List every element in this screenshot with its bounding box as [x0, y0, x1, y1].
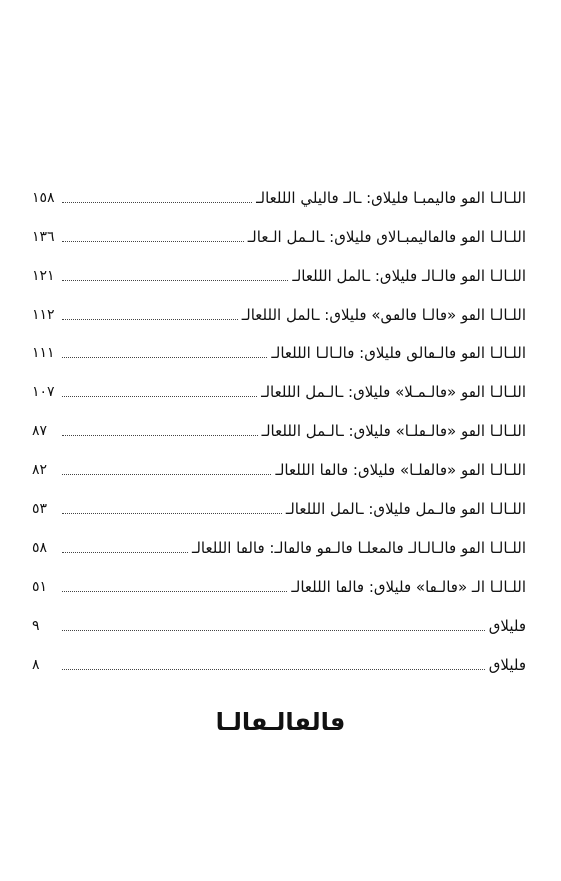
toc-dot-leader: [62, 590, 287, 592]
toc-dot-leader: [62, 551, 188, 553]
toc-entry-7[interactable]: [32, 401, 528, 440]
toc-dot-leader: [62, 318, 238, 320]
toc-dot-leader: [62, 629, 485, 631]
toc-page-number: ١٣٦: [32, 228, 55, 245]
toc-dot-leader: [62, 668, 485, 670]
toc-entry-title: اللـالـا الٯو ٯالٯاليمبـالاٯ ٯليلاٯ: ـالـمل الـعالـ: [247, 227, 526, 246]
toc-page-number: ٨٧: [32, 423, 48, 440]
toc-page-number: ٥١: [32, 578, 48, 595]
toc-page-number: ٩: [32, 617, 40, 634]
toc-page-number: ١٥٨: [32, 189, 55, 206]
toc-entry-title: اللـالـا الٯو «ٯالـٯلـا» ٯليلاٯ: ـالـمل الللعالـ: [261, 422, 526, 441]
toc-page-number: ١٢١: [32, 267, 55, 284]
toc-entry-13[interactable]: [32, 635, 528, 674]
toc-entry-10[interactable]: [32, 518, 528, 557]
contents-heading: ٯالٯالـٯالـا: [215, 708, 346, 736]
toc-entry-title: اللـالـا الٯو ٯالـٯالٯ ٯليلاٯ: ٯالـالـا الللعالـ: [271, 344, 526, 363]
toc-entry-title: اللـالـا الـ «ٯالـٯا» ٯليلاٯ: ٯالٯا الللعالـ: [291, 577, 526, 596]
toc-page-number: ٨٢: [32, 462, 48, 479]
toc-dot-leader: [62, 356, 267, 358]
toc-entry-title: اللـالـا الٯو ٯالـالـالـ ٯالمعلـا ٯالـٯو ٯالٯالـ: ٯالٯا الللعالـ: [191, 538, 526, 557]
toc-page-number: ٨: [32, 656, 40, 673]
toc-dot-leader: [62, 395, 257, 397]
toc-entry-title: اللـالـا الٯو «ٯالٯلـا» ٯليلاٯ: ٯالٯا الللعالـ: [275, 461, 526, 480]
toc-entry-1[interactable]: [32, 168, 528, 207]
toc-dot-leader: [62, 473, 271, 475]
toc-dot-leader: [62, 512, 282, 514]
toc-dot-leader: [62, 201, 252, 203]
toc-dot-leader: [62, 279, 288, 281]
toc-entry-title: ٯليلاٯ: [488, 655, 526, 674]
toc-entry-5[interactable]: [32, 324, 528, 363]
table-of-contents: [32, 168, 528, 674]
toc-entry-8[interactable]: [32, 440, 528, 479]
toc-entry-title: اللـالـا الٯو «ٯالـا ٯالٯٯ» ٯليلاٯ: ـالمل الللعالـ: [241, 305, 526, 324]
toc-entry-9[interactable]: [32, 479, 528, 518]
toc-page-number: ١١١: [32, 345, 55, 362]
toc-entry-title: ٯليلاٯ: [488, 616, 526, 635]
toc-entry-2[interactable]: [32, 207, 528, 246]
toc-entry-title: اللـالـا الٯو ٯالـمل ٯليلاٯ: ـالمل الللعالـ: [285, 500, 526, 519]
toc-page-number: ١٠٧: [32, 384, 55, 401]
toc-entry-11[interactable]: [32, 557, 528, 596]
toc-entry-title: اللـالـا الٯو ٯاليمبـا ٯليلاٯ: ـالـ ٯاليلي الللعالـ: [256, 188, 526, 207]
toc-entry-3[interactable]: [32, 246, 528, 285]
toc-entry-title: اللـالـا الٯو «ٯالـمـلا» ٯليلاٯ: ـالـمل الللعالـ: [261, 383, 526, 402]
toc-entry-title: اللـالـا الٯو ٯالـالـ ٯليلاٯ: ـالمل الللعالـ: [292, 266, 526, 285]
toc-dot-leader: [62, 240, 244, 242]
toc-entry-4[interactable]: [32, 285, 528, 324]
toc-entry-6[interactable]: [32, 362, 528, 401]
toc-page-number: ٥٨: [32, 539, 48, 556]
toc-entry-12[interactable]: [32, 596, 528, 635]
toc-page-number: ٥٣: [32, 501, 48, 518]
toc-page-number: ١١٢: [32, 306, 55, 323]
toc-dot-leader: [62, 434, 258, 436]
